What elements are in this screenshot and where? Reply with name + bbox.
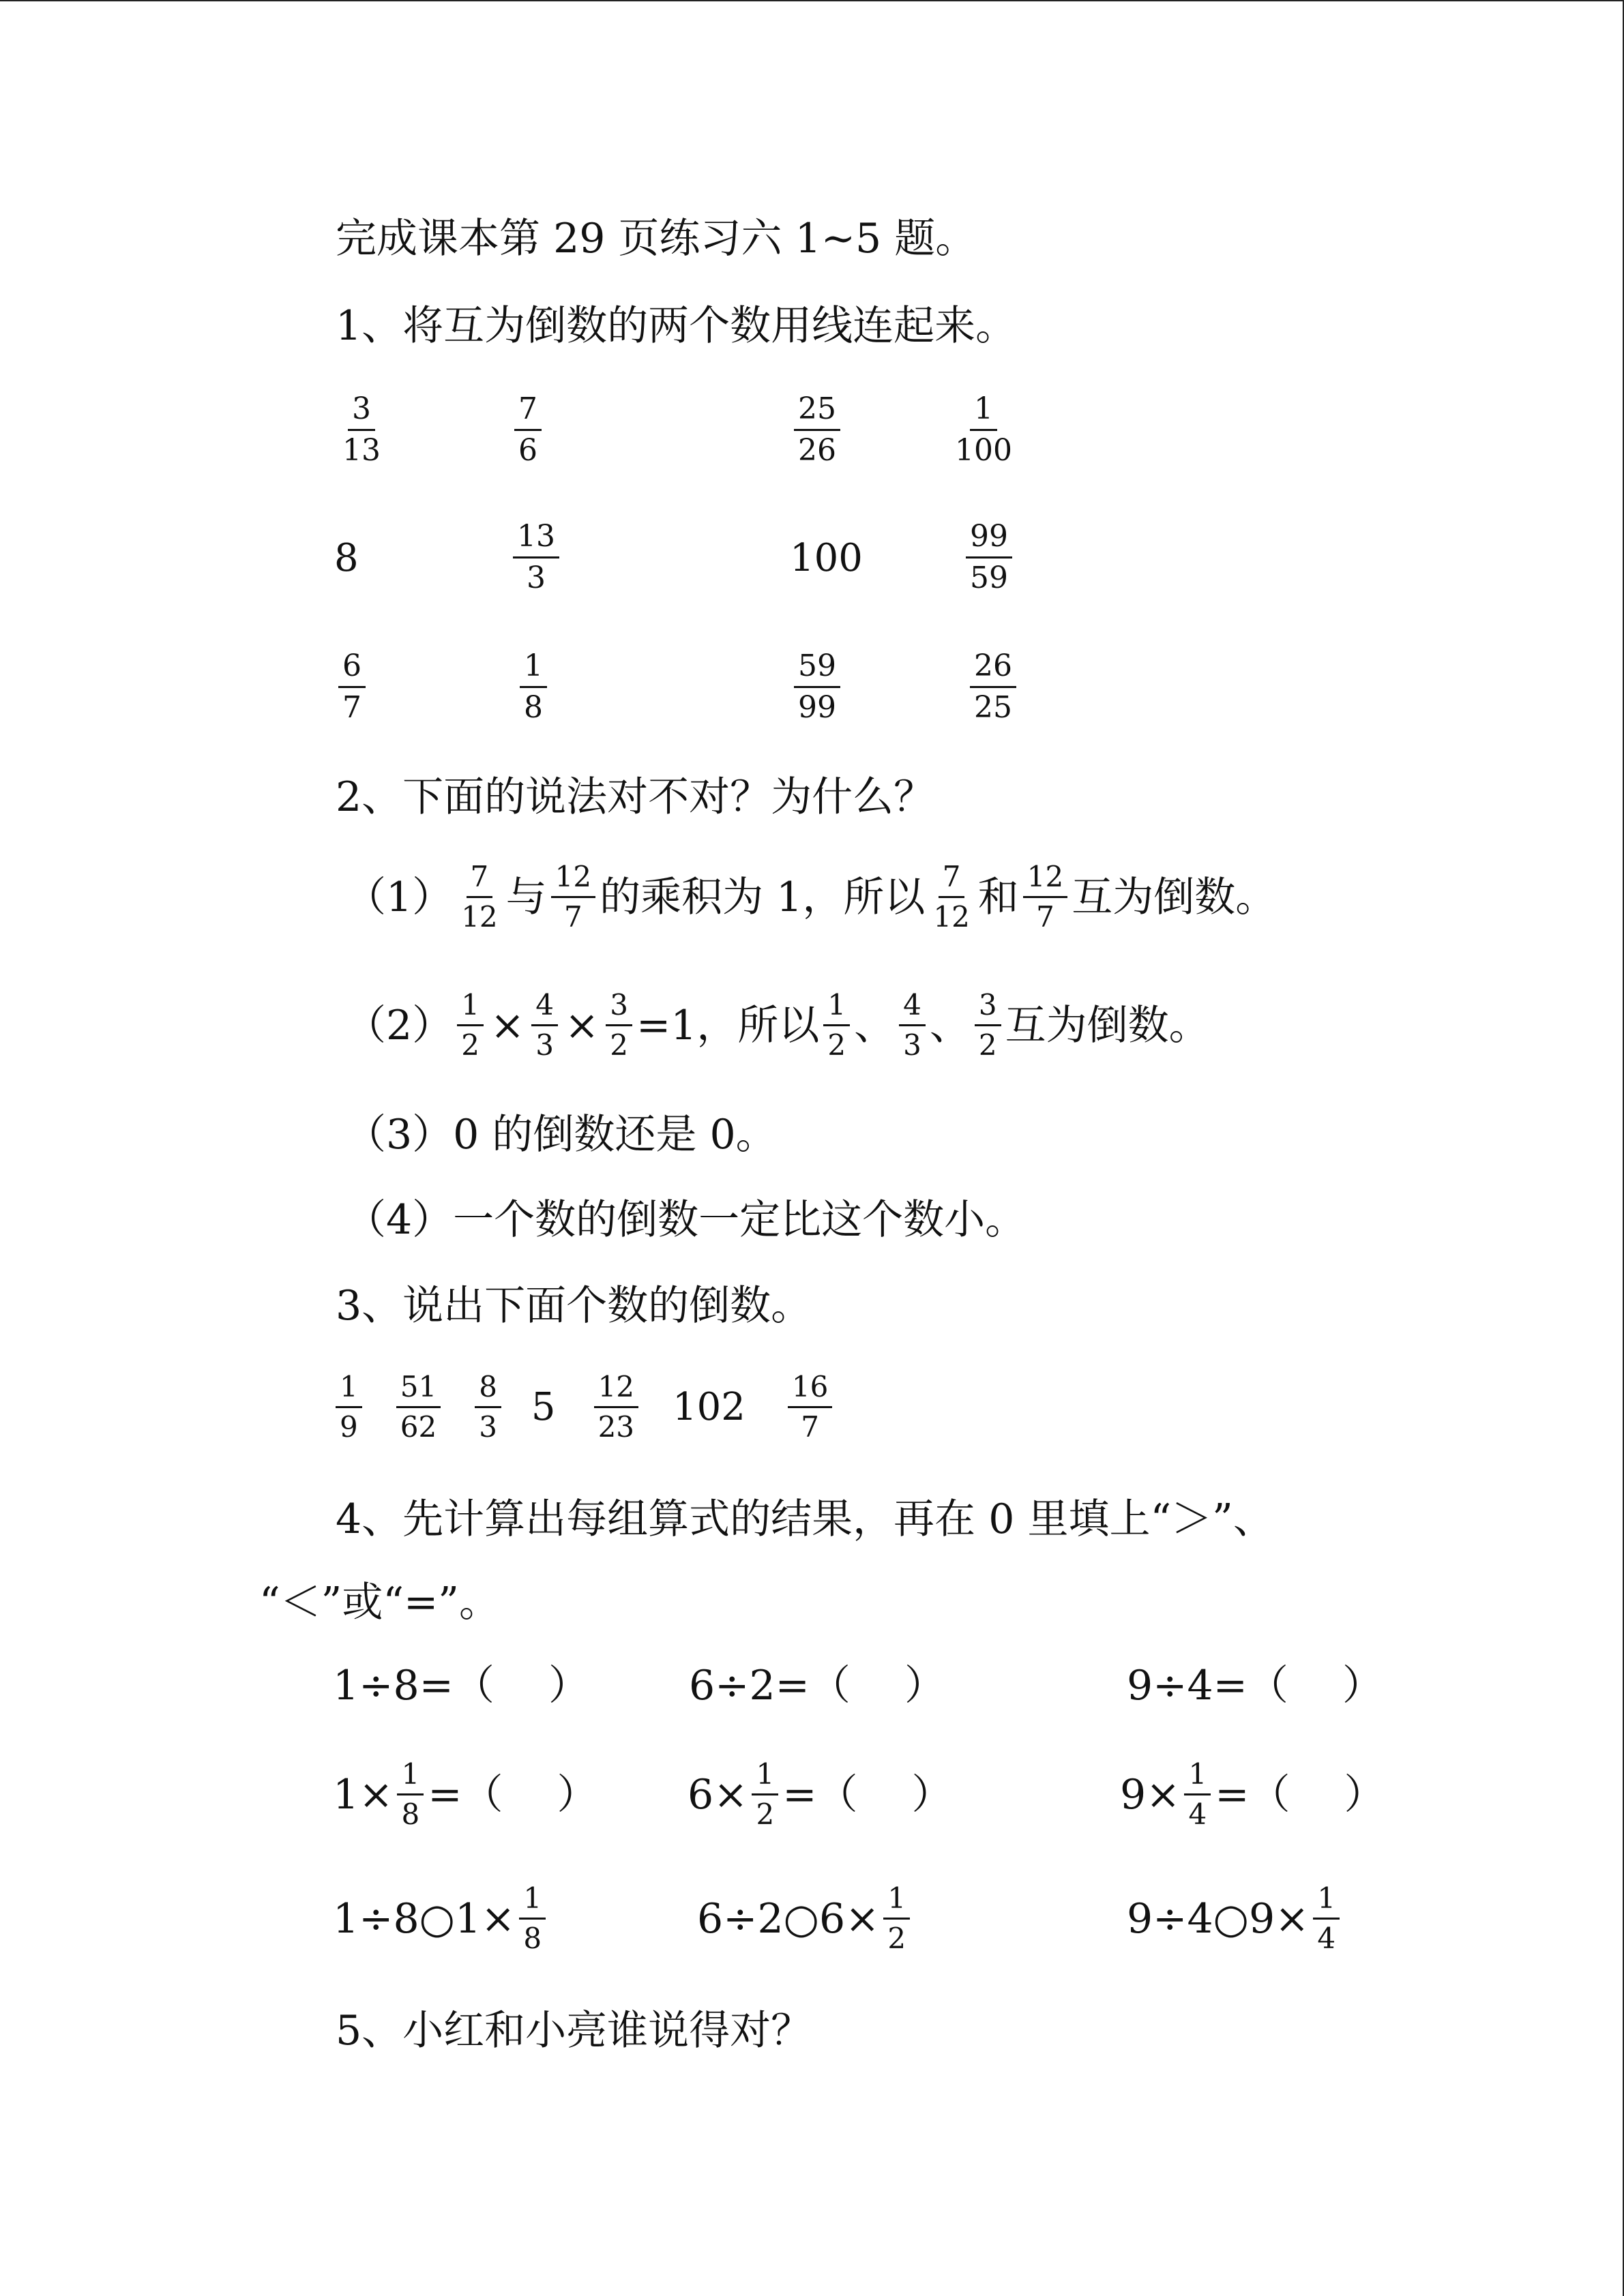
denominator: 12 — [933, 900, 970, 934]
text: 与 — [505, 873, 547, 921]
q5-title: 5、小红和小亮谁说得对？ — [336, 2007, 812, 2055]
text: =（ ） — [1215, 1770, 1385, 1819]
q1-r2-c2-fraction — [509, 521, 563, 594]
numerator: 4 — [899, 990, 926, 1026]
numerator: 3 — [606, 990, 632, 1026]
numerator: 1 — [823, 990, 850, 1026]
numerator: 51 — [396, 1372, 441, 1408]
denominator: 8 — [401, 1798, 420, 1832]
denominator: 8 — [524, 690, 543, 726]
q1-r1-c1-fraction — [334, 393, 389, 466]
q2-statement-2 — [345, 990, 1210, 1060]
denominator: 7 — [342, 690, 361, 726]
q2-title: 2、下面的说法对不对？为什么？ — [336, 773, 935, 821]
q1-r3-c3-fraction — [790, 648, 844, 726]
denominator: 4 — [1317, 1922, 1336, 1956]
q1-r3-c1-fraction — [334, 648, 370, 726]
label: （2） — [345, 1001, 454, 1049]
numerator: 1 — [519, 1883, 546, 1920]
numerator: 1 — [397, 1759, 424, 1795]
text: 、 — [929, 1001, 971, 1049]
denominator: 2 — [461, 1028, 479, 1062]
denominator: 3 — [479, 1410, 497, 1444]
q4-r2-c2 — [688, 1759, 953, 1830]
denominator: 12 — [461, 900, 498, 934]
q1-r1-c2-fraction — [510, 393, 546, 466]
denominator: 23 — [597, 1410, 635, 1444]
number: 102 — [673, 1384, 745, 1429]
numerator: 16 — [788, 1372, 832, 1408]
text: 9÷4○9× — [1127, 1894, 1310, 1943]
text: × — [490, 1001, 525, 1049]
denominator: 2 — [610, 1028, 628, 1062]
text: 的乘积为 1，所以 — [600, 873, 926, 921]
numerator: 1 — [752, 1759, 778, 1795]
numerator: 1 — [520, 651, 547, 688]
q4-r1-c3: 9÷4=（ ） — [1127, 1662, 1383, 1710]
q4-r3-c3 — [1127, 1883, 1344, 1954]
text: =（ ） — [428, 1770, 598, 1819]
denominator: 13 — [342, 433, 381, 468]
text: 互为倒数。 — [1005, 1001, 1210, 1049]
denominator: 100 — [955, 433, 1012, 468]
text: 1÷8○1× — [333, 1894, 516, 1943]
numerator: 13 — [513, 521, 559, 558]
numerator: 12 — [551, 862, 595, 898]
denominator: 4 — [1188, 1798, 1207, 1832]
text: 9× — [1120, 1770, 1181, 1819]
label: （1） — [345, 873, 454, 921]
numerator: 1 — [457, 990, 484, 1026]
q4-r3-c2 — [697, 1883, 914, 1954]
denominator: 25 — [974, 690, 1012, 726]
denominator: 2 — [887, 1922, 906, 1956]
q3-title: 3、说出下面个数的倒数。 — [336, 1282, 812, 1330]
denominator: 7 — [801, 1410, 819, 1444]
denominator: 26 — [798, 433, 836, 468]
q1-r2-c3-number: 100 — [790, 536, 863, 580]
denominator: 2 — [827, 1028, 846, 1062]
text: =（ ） — [782, 1770, 953, 1819]
q4-r2-c3 — [1120, 1759, 1385, 1830]
numerator: 4 — [531, 990, 558, 1026]
intro-text: 完成课本第 29 页练习六 1~5 题。 — [336, 215, 977, 263]
text: × — [564, 1001, 600, 1049]
q1-r3-c2-fraction — [516, 648, 551, 726]
denominator: 3 — [903, 1028, 921, 1062]
denominator: 7 — [1036, 900, 1054, 934]
numerator: 1 — [1313, 1883, 1340, 1920]
q1-title: 1、将互为倒数的两个数用线连起来。 — [336, 302, 1017, 350]
numerator: 7 — [467, 862, 493, 898]
text: 和 — [977, 873, 1019, 921]
numerator: 1 — [970, 393, 997, 431]
numerator: 3 — [975, 990, 1001, 1026]
numerator: 1 — [883, 1883, 910, 1920]
text: 互为倒数。 — [1072, 873, 1277, 921]
text: 6÷2○6× — [697, 1894, 880, 1943]
q4-r3-c1 — [333, 1883, 550, 1954]
q4-r1-c2: 6÷2=（ ） — [689, 1662, 945, 1710]
numerator: 12 — [1023, 862, 1067, 898]
denominator: 59 — [970, 561, 1008, 596]
denominator: 3 — [535, 1028, 554, 1062]
q3-items — [331, 1372, 836, 1442]
q2-statement-4: （4）一个数的倒数一定比这个数小。 — [345, 1196, 1027, 1244]
q4-r2-c1 — [333, 1759, 598, 1830]
text: 、 — [854, 1001, 896, 1049]
numerator: 25 — [794, 393, 840, 431]
text: 1× — [333, 1770, 394, 1819]
numerator: 1 — [336, 1372, 362, 1408]
denominator: 2 — [756, 1798, 775, 1832]
q2-statement-1 — [345, 862, 1276, 932]
denominator: 6 — [518, 433, 537, 468]
numerator: 59 — [794, 651, 840, 688]
q1-r2-c1-number: 8 — [334, 536, 359, 580]
text: =1，所以 — [636, 1001, 820, 1049]
q4-title-line-1: 4、先计算出每组算式的结果，再在 0 里填上“＞”、 — [336, 1495, 1274, 1543]
denominator: 7 — [564, 900, 582, 934]
denominator: 3 — [527, 561, 546, 596]
denominator: 62 — [400, 1410, 437, 1444]
q1-r3-c4-fraction — [966, 648, 1020, 726]
denominator: 8 — [523, 1922, 542, 1956]
denominator: 99 — [798, 690, 836, 726]
numerator: 99 — [966, 521, 1012, 558]
numerator: 26 — [970, 651, 1016, 688]
q1-r1-c3-fraction — [790, 393, 844, 466]
numerator: 7 — [514, 393, 542, 431]
numerator: 6 — [338, 651, 366, 688]
q2-statement-3: （3）0 的倒数还是 0。 — [345, 1111, 777, 1159]
numerator: 7 — [939, 862, 965, 898]
numerator: 8 — [475, 1372, 501, 1408]
q1-r2-c4-fraction — [962, 521, 1016, 594]
denominator: 2 — [978, 1028, 997, 1062]
denominator: 9 — [340, 1410, 358, 1444]
numerator: 1 — [1184, 1759, 1211, 1795]
number: 5 — [531, 1384, 556, 1429]
text: 6× — [688, 1770, 748, 1819]
numerator: 12 — [594, 1372, 638, 1408]
q4-r1-c1: 1÷8=（ ） — [333, 1662, 589, 1710]
q4-title-line-2: “＜”或“=”。 — [259, 1579, 500, 1626]
numerator: 3 — [348, 393, 375, 431]
q1-r1-c4-fraction — [947, 393, 1020, 466]
